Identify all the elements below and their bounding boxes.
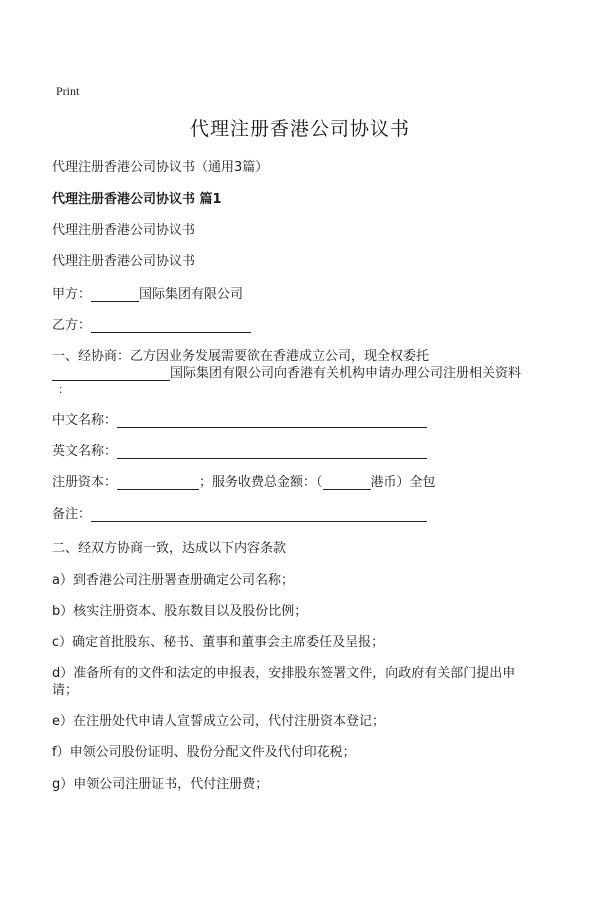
clause-item-a: a）到香港公司注册署查册确定公司名称； — [52, 573, 294, 588]
clause-item-b: b）核实注册资本、股东数目以及股份比例； — [52, 604, 308, 619]
clause-item-d: d）准备所有的文件和法定的申报表，安排股东签署文件，向政府有关部门提出申 — [52, 666, 516, 681]
doc-name-line-1: 代理注册香港公司协议书 — [52, 223, 196, 238]
note-label: 备注： — [52, 507, 92, 522]
party-b-blank — [91, 318, 251, 333]
clause-item-d-cont: 请； — [52, 683, 79, 698]
party-b-line — [52, 314, 251, 333]
clause-1-line-1: 一、经协商：乙方因业务发展需要欲在香港成立公司，现全权委托 — [52, 349, 430, 364]
document-subtitle: 代理注册香港公司协议书（通用3篇） — [52, 160, 269, 175]
section-heading: 代理注册香港公司协议书 篇1 — [52, 192, 222, 207]
fee-blank — [323, 475, 371, 490]
en-name-line — [52, 440, 427, 459]
party-a-line — [52, 283, 243, 302]
fee-label: ；服务收费总金额：（ — [199, 475, 323, 490]
doc-name-line-2: 代理注册香港公司协议书 — [52, 254, 196, 269]
note-line — [52, 503, 427, 522]
clause-1-blank — [52, 366, 170, 381]
clause-1-line-3: ： — [58, 383, 69, 396]
party-b-label: 乙方： — [52, 318, 92, 333]
capital-blank — [117, 475, 199, 490]
cn-name-line — [52, 409, 427, 428]
cn-name-blank — [117, 413, 427, 428]
en-name-label: 英文名称： — [52, 444, 118, 459]
clause-2-heading: 二、经双方协商一致，达成以下内容条款 — [52, 541, 287, 556]
document-title: 代理注册香港公司协议书 — [189, 118, 410, 140]
clause-item-g: g）申领公司注册证书，代付注册费； — [52, 777, 269, 792]
fee-unit: 港币）全包 — [370, 475, 436, 490]
note-blank — [91, 507, 427, 522]
capital-fee-line — [52, 471, 436, 490]
party-a-company: 国际集团有限公司 — [139, 287, 244, 302]
clause-item-f: f）申领公司股份证明、股份分配文件及代付印花税； — [52, 745, 356, 760]
party-a-label: 甲方： — [52, 287, 92, 302]
clause-1-text: 国际集团有限公司向香港有关机构申请办理公司注册相关资料 — [170, 366, 522, 381]
clause-item-c: c）确定首批股东、秘书、董事和董事会主席委任及呈报； — [52, 635, 385, 650]
en-name-blank — [117, 444, 427, 459]
clause-item-e: e）在注册处代申请人宣誓成立公司，代付注册资本登记； — [52, 714, 385, 729]
print-label[interactable]: Print — [56, 84, 80, 98]
cn-name-label: 中文名称： — [52, 413, 118, 428]
capital-label: 注册资本： — [52, 475, 118, 490]
party-a-blank — [91, 287, 139, 302]
clause-1-line-2 — [52, 362, 521, 381]
